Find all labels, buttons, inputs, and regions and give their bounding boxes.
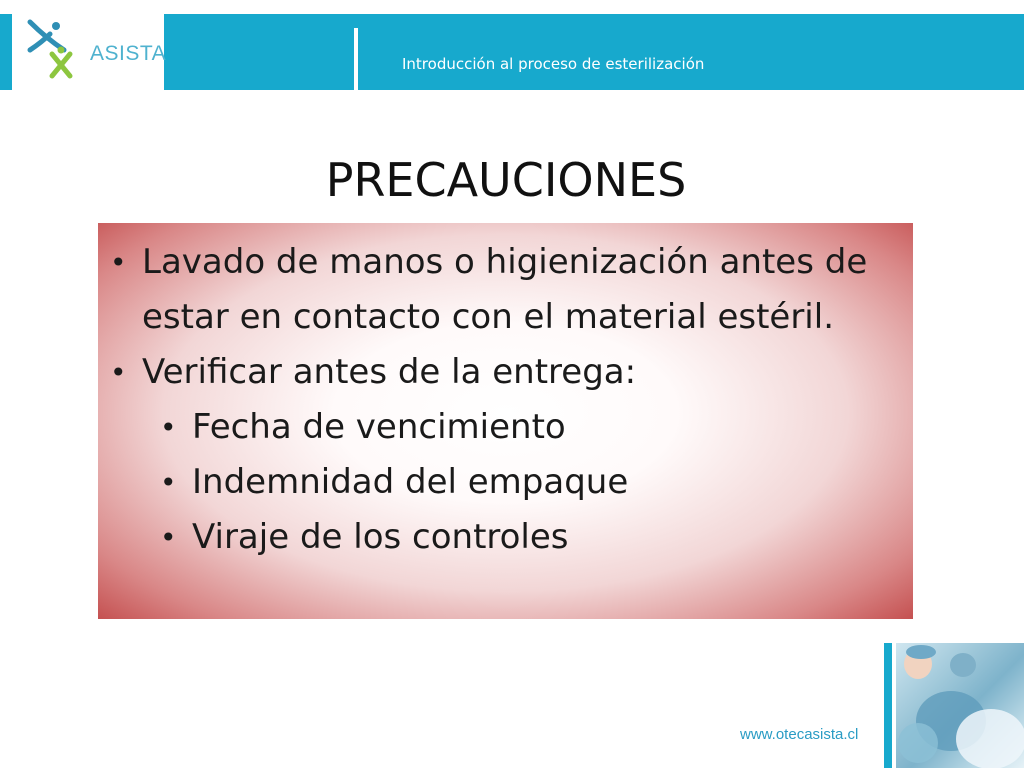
sub-list-item [142, 510, 898, 565]
sub-list-item [142, 400, 898, 455]
bullet-icon: • [110, 246, 127, 279]
sub-bullet-text: Viraje de los controles [192, 517, 569, 557]
list-item [98, 235, 898, 345]
sub-bullet-list [142, 400, 898, 565]
bullet-list [98, 235, 898, 565]
footer-accent-bar [884, 643, 892, 768]
bullet-icon: • [160, 411, 177, 444]
precautions-box [98, 223, 913, 619]
bullet-text: Verificar antes de la entrega: [142, 352, 637, 392]
bullet-icon: • [110, 356, 127, 389]
header-divider [354, 28, 358, 90]
logo-text: ASISTA [90, 42, 167, 65]
bullet-icon: • [160, 466, 177, 499]
sub-bullet-text: Fecha de vencimiento [192, 407, 566, 447]
sub-bullet-text: Indemnidad del empaque [192, 462, 629, 502]
presentation-subtitle: Introducción al proceso de esterilización [402, 55, 705, 73]
sub-list-item [142, 455, 898, 510]
logo [24, 16, 167, 82]
list-item [98, 345, 898, 565]
slide-title: PRECAUCIONES [325, 152, 687, 207]
asista-logo-icon [24, 16, 74, 82]
website-url: www.otecasista.cl [740, 726, 859, 743]
surgery-photo-icon [896, 643, 1024, 768]
bullet-icon: • [160, 521, 177, 554]
bullet-text: Lavado de manos o higienización antes de estar en contacto con el material estéril. [142, 242, 868, 337]
